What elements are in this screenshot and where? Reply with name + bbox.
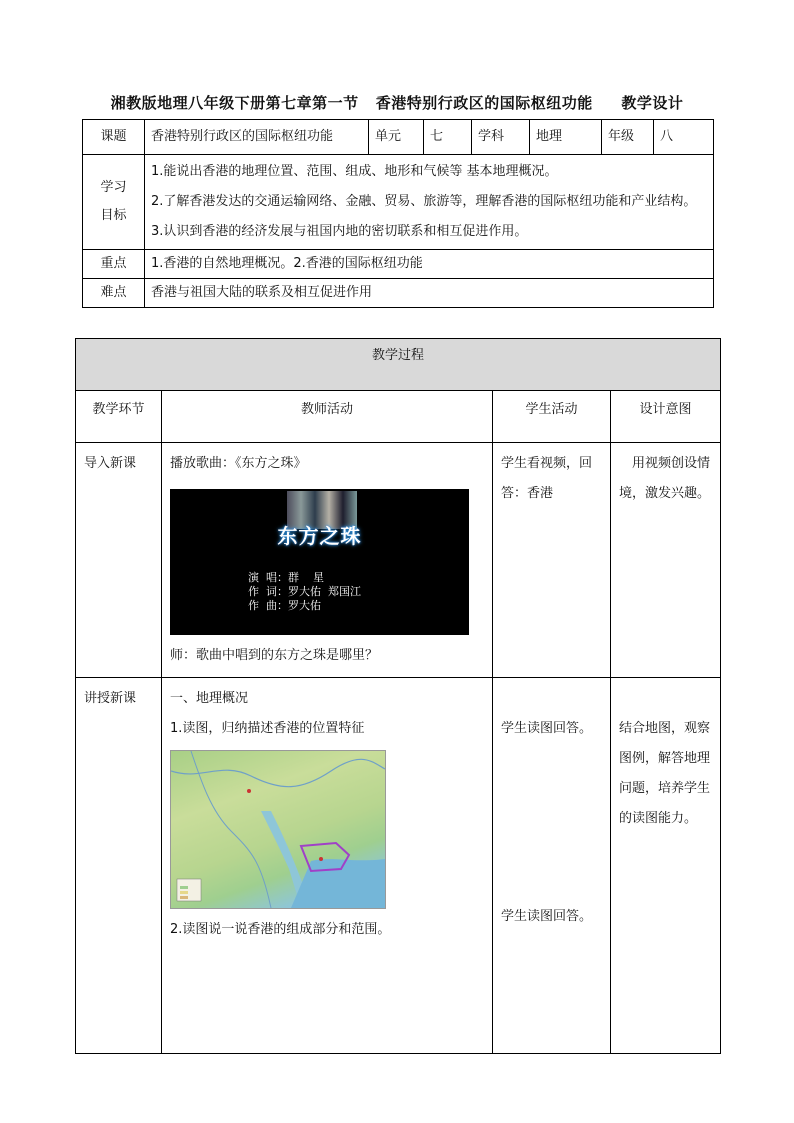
course-info-table — [82, 119, 714, 308]
hong-kong-location-map — [170, 750, 386, 909]
subject-label: 学科 — [472, 120, 530, 155]
student-answer: 学生读图回答。 — [501, 909, 593, 924]
teacher-heading: 一、地理概况 — [170, 691, 249, 706]
goal-item: 1.能说出香港的地理位置、范围、组成、地形和气候等 基本地理概况。 — [151, 164, 558, 179]
teacher-step: 1.读图，归纳描述香港的位置特征 — [170, 721, 365, 736]
goal-item: 3.认识到香港的经济发展与祖国内地的密切联系和相互促进作用。 — [151, 224, 528, 239]
goal-item: 2.了解香港发达的交通运输网络、金融、贸易、旅游等，理解香港的国际枢纽功能和产业结构。 — [151, 194, 697, 209]
student-activity-cell: 学生看视频，回答：香港 — [493, 443, 611, 678]
teacher-activity-cell — [162, 443, 493, 678]
difficult-value: 香港与祖国大陆的联系及相互促进作用 — [145, 279, 714, 308]
unit-value: 七 — [424, 120, 472, 155]
difficult-label: 难点 — [83, 279, 145, 308]
video-credits: 演 唱：群 星 作 词：罗大佑 郑国江 作 曲：罗大佑 — [248, 571, 361, 612]
design-intent-cell: 结合地图，观察图例，解答地理问题，培养学生的读图能力。 — [611, 678, 721, 1054]
teacher-question: 师：歌曲中唱到的东方之珠是哪里？ — [170, 648, 379, 663]
stage-cell: 讲授新课 — [76, 678, 162, 1054]
design-intent-cell: 用视频创设情境，激发兴趣。 — [611, 443, 721, 678]
grade-label: 年级 — [602, 120, 654, 155]
column-header: 学生活动 — [493, 391, 611, 443]
column-header: 教师活动 — [162, 391, 493, 443]
student-answer: 学生读图回答。 — [501, 721, 593, 736]
student-activity-cell — [493, 678, 611, 1054]
stage-cell: 导入新课 — [76, 443, 162, 678]
teacher-step: 2.读图说一说香港的组成部分和范围。 — [170, 922, 391, 937]
topic-value: 香港特别行政区的国际枢纽功能 — [145, 120, 369, 155]
column-header: 设计意图 — [611, 391, 721, 443]
teacher-intro: 播放歌曲：《东方之珠》 — [170, 456, 307, 471]
unit-label: 单元 — [369, 120, 424, 155]
song-video-thumbnail[interactable] — [170, 489, 469, 635]
process-header: 教学过程 — [76, 339, 721, 391]
goals-label: 学习目标 — [83, 155, 145, 250]
subject-value: 地理 — [530, 120, 602, 155]
learning-goals — [145, 155, 714, 250]
grade-value: 八 — [654, 120, 714, 155]
topic-label: 课题 — [83, 120, 145, 155]
column-header: 教学环节 — [76, 391, 162, 443]
teaching-process-table — [75, 338, 721, 1054]
key-label: 重点 — [83, 250, 145, 279]
key-value: 1.香港的自然地理概况。2.香港的国际枢纽功能 — [145, 250, 714, 279]
teacher-activity-cell — [162, 678, 493, 1054]
video-song-title: 东方之珠 — [277, 524, 362, 548]
document-title: 湘教版地理八年级下册第七章第一节 香港特别行政区的国际枢纽功能 教学设计 — [110, 94, 684, 112]
